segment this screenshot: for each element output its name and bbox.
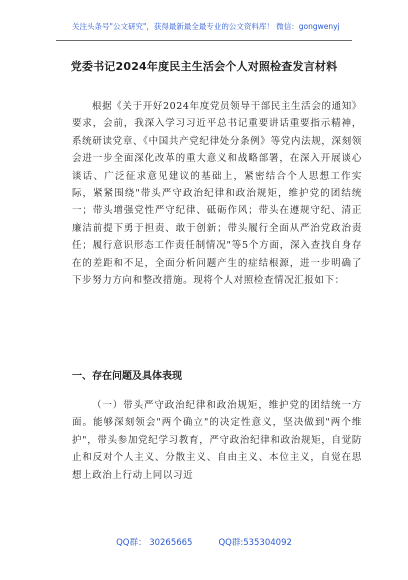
footer-contact	[56, 538, 352, 549]
footer-qq-group-1: QQ群： 30265665	[116, 538, 193, 548]
header-promo-note: 关注头条号"公文研究"，获得最新最全最专业的公文资料库！ 微信：gongwenyj	[72, 22, 340, 31]
intro-paragraph: 根据《关于开好2024年度党员领导干部民主生活会的通知》要求，会前，我深入学习习近平总书记重要讲话重要指示精神，系统研读党章、《中国共产党纪律处分条例》等党内法规，深刻领会进一步全面深化改革的重大意义和战略部署，在深入开展谈心谈话、广泛征求意见建议的基础上，紧密结合个人思想工作实际，紧紧围绕"带头严守政治纪律和政治规矩，维护党的团结统一；带头增强党性严守纪律、砥砺作风；带头在遵规守纪、清正廉洁前提下勇于担责、敢于创新；带头履行全面从严治党政治责任；履行意识形态工作责任制情况"等5个方面，深入查找自身存在的差距和不足，全面分析问题产生的症结根源，进一步明确了下步努力方向和整改措施。现将个人对照检查情况汇报如下：	[72, 101, 362, 287]
document-title: 党委书记2024年度民主生活会个人对照检查发言材料	[70, 60, 338, 73]
item-paragraph: （一）带头严守政治纪律和政治规矩，维护党的团结统一方面。能够深刻领会"两个确立"的决定性意义，坚决做到"两个维护"，带头参加党纪学习教育，严守政治纪律和政治规矩，自觉防止和反对个人主义、分散主义、自由主义、本位主义，自觉在思想上政治上行动上同以习近	[72, 400, 362, 481]
footer-qq-group-2: QQ群:535304092	[218, 538, 292, 548]
section-heading: 一、存在问题及具体表现	[72, 371, 182, 382]
header-divider	[56, 40, 352, 41]
